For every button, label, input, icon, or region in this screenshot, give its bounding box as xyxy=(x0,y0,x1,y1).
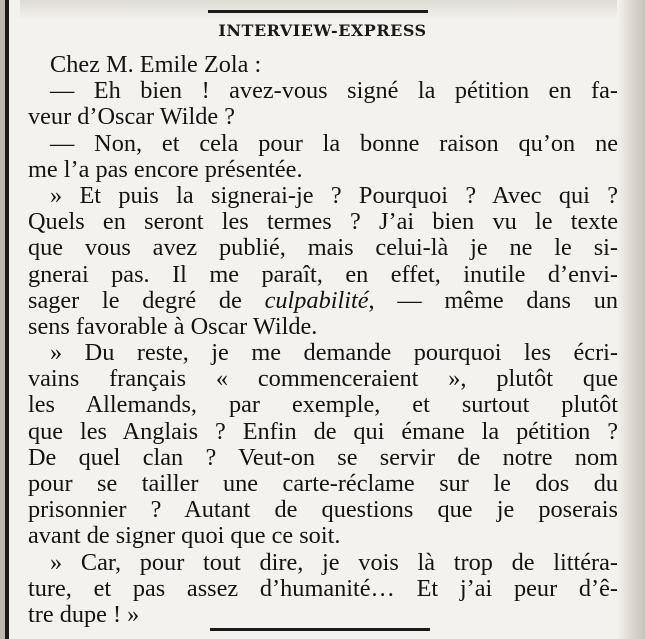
article-line: veur d’Oscar Wilde ? xyxy=(28,103,236,131)
article-line-text: , — même dans un xyxy=(368,286,618,314)
article-line: que vous avez publié, mais celui-là je ne le si- xyxy=(28,234,618,262)
article-line: avant de signer quoi que ce soit. xyxy=(28,522,341,550)
article-line: pour se tailler une carte-réclame sur le dos du xyxy=(28,470,618,497)
article-line: tre dupe ! » xyxy=(28,600,140,628)
article-line xyxy=(28,288,618,314)
article-line-text: sager le degré de xyxy=(28,286,265,314)
article-line: — Non, et cela pour la bonne raison qu’on ne xyxy=(50,129,618,157)
article-line: Quels en seront les termes ? J’ai bien vu le texte xyxy=(28,208,618,236)
article-line: prisonnier ? Autant de questions que je poserais xyxy=(28,496,618,524)
article-line: ture, et pas assez d’humanité… Et j’ai peur d’ê- xyxy=(28,574,618,602)
emphasized-word: culpabilité xyxy=(264,286,369,314)
bottom-rule xyxy=(210,628,430,631)
article-line: Chez M. Emile Zola : xyxy=(50,51,262,78)
article-line: » Car, pour tout dire, je vois là trop de littéra- xyxy=(50,548,618,576)
article-line: gnerai pas. Il me paraît, en effet, inutile d’envi- xyxy=(28,260,618,288)
article-heading: INTERVIEW-EXPRESS xyxy=(218,21,427,40)
scan-edge-right xyxy=(617,0,645,639)
article-line: que les Anglais ? Enfin de qui émane la pétition ? xyxy=(28,417,618,445)
article-line: me l’a pas encore présentée. xyxy=(28,155,303,183)
article-line: — Eh bien ! avez-vous signé la pétition en fa- xyxy=(50,77,618,105)
article-line: De quel clan ? Veut-on se servir de notre nom xyxy=(28,443,618,471)
top-rule xyxy=(208,10,428,13)
column-border-left xyxy=(5,0,9,639)
article-line: sens favorable à Oscar Wilde. xyxy=(28,312,318,340)
article-line: les Allemands, par exemple, et surtout plutôt xyxy=(28,391,618,419)
article-line: » Et puis la signerai-je ? Pourquoi ? Avec qui ? xyxy=(50,181,618,209)
article-body xyxy=(28,52,618,628)
article-line: vains français « commenceraient », plutôt que xyxy=(28,365,618,393)
article-line: » Du reste, je me demande pourquoi les écri- xyxy=(50,339,618,367)
